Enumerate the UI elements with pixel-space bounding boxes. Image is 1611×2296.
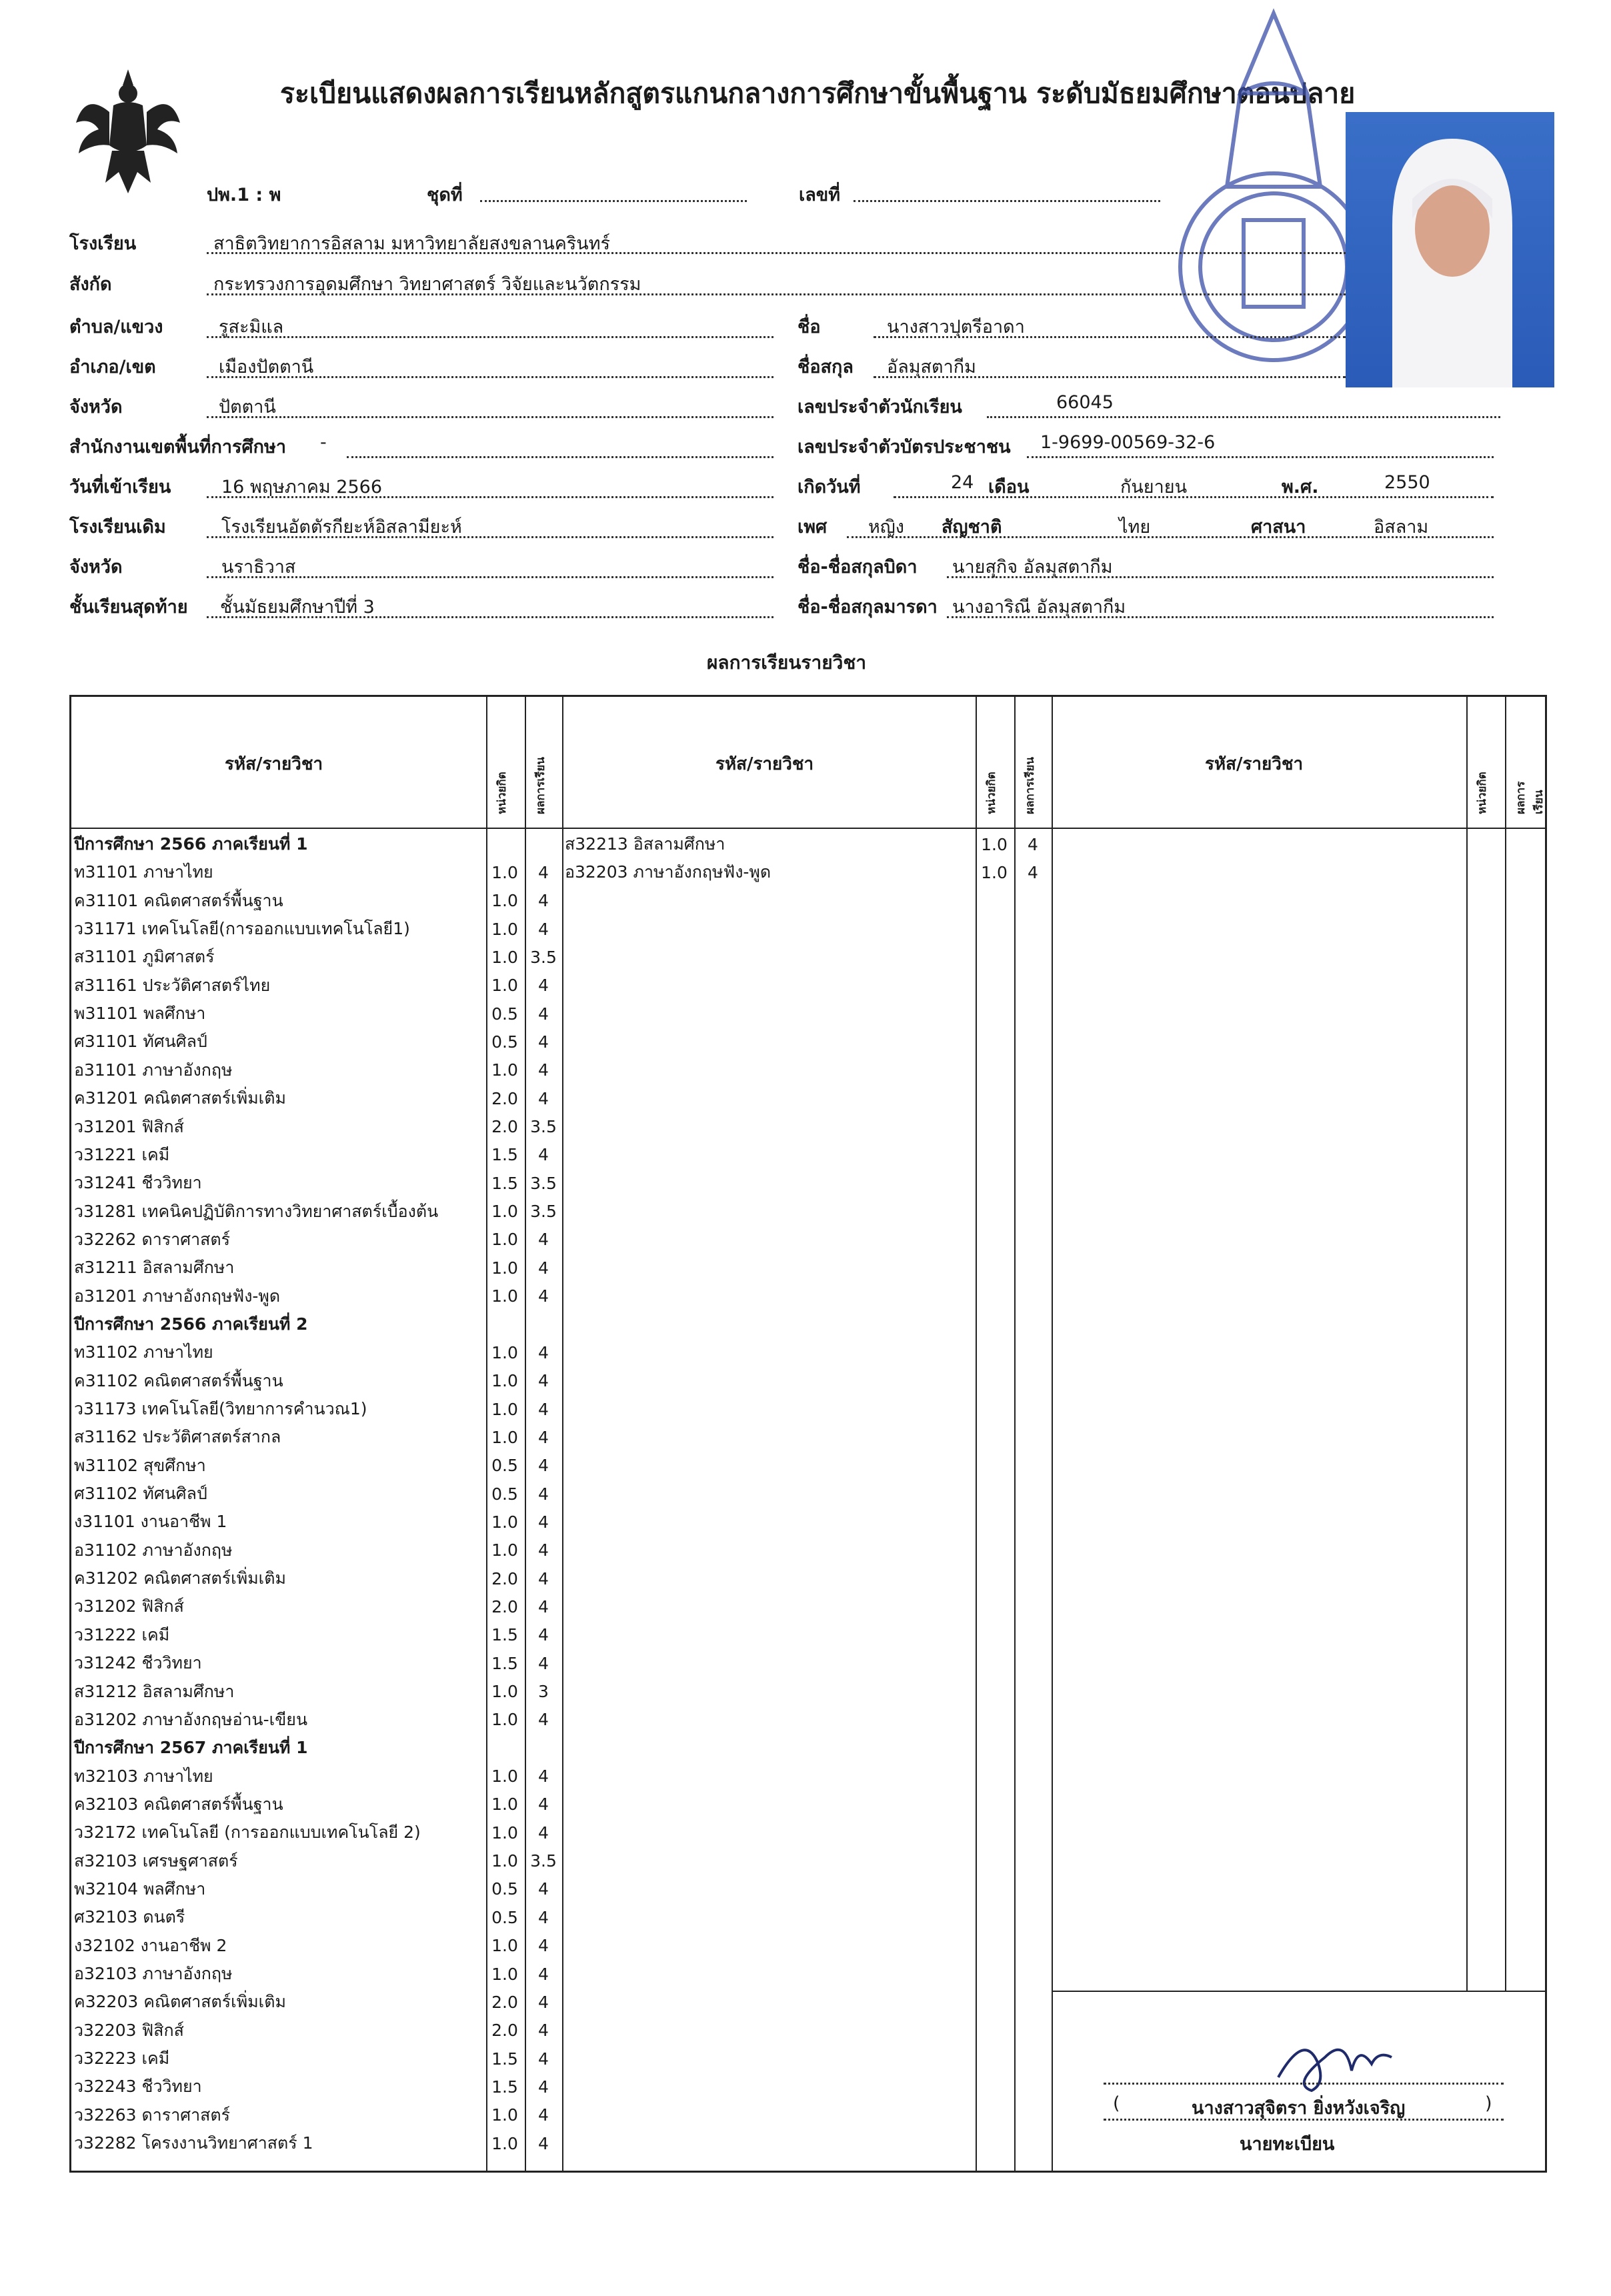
grade-value: 4 [538,1032,549,1052]
subject-name: ว31222 เคมี [74,1624,170,1644]
birth-day-label: เกิดวันที่ [797,477,861,497]
results-table [69,695,1547,2173]
number-dotted-line [854,200,1160,202]
subject-row [71,1847,1545,1875]
number-label: เลขที่ [799,185,841,205]
grade-value: 4 [538,1795,549,1815]
entry-date-value: 16 พฤษภาคม 2566 [221,477,382,497]
sex-dotted-line [847,536,1494,538]
prev-school-dotted-line [207,536,773,538]
mother-dotted-line [947,616,1494,618]
student-id-dotted-line [987,416,1500,418]
term-heading: ปีการศึกษา 2566 ภาคเรียนที่ 2 [74,1314,308,1334]
subject-row [71,858,1545,886]
subdistrict-label: ตำบล/แขวง [69,317,163,337]
set-label: ชุดที่ [427,185,463,205]
father-label: ชื่อ-ชื่อสกุลบิดา [797,557,918,578]
credits-value: 1.0 [981,834,1008,854]
grade-value: 3.5 [530,1173,557,1193]
subject-row [71,1028,1545,1056]
grade-value: 3.5 [530,947,557,967]
month-value: กันยายน [1120,477,1188,497]
subject-name: พ31102 สุขศึกษา [74,1455,206,1475]
credits-value: 2.0 [491,2021,518,2041]
grade-value: 4 [538,1767,549,1787]
grade-value: 4 [538,1596,549,1616]
subject-row [71,1395,1545,1423]
signature-close-paren: ) [1485,2093,1492,2114]
nationality-value: ไทย [1119,517,1151,537]
subject-name: ว32262 ดาราศาสตร์ [74,1229,231,1249]
subject-row [71,1452,1545,1480]
grade-value: 4 [538,1088,549,1108]
grade-value: 4 [538,1512,549,1532]
term-heading: ปีการศึกษา 2567 ภาคเรียนที่ 1 [74,1738,308,1758]
credits-value: 0.5 [491,1032,518,1052]
credits-value: 1.0 [491,1682,518,1701]
edu-area-dotted-line [347,456,773,458]
signature-open-paren: ( [1113,2093,1120,2114]
grade-value: 4 [538,2077,549,2097]
month-label: เดือน [988,477,1030,497]
subject-row [71,1592,1545,1620]
subject-name: ว31281 เทคนิคปฏิบัติการทางวิทยาศาสตร์เบื้องต้น [74,1201,439,1221]
col1-credits-header: หน่วยกิต [495,772,509,814]
citizen-id-dotted-line [1027,456,1494,458]
credits-value: 1.5 [491,1173,518,1193]
subject-name: ค32103 คณิตศาสตร์พื้นฐาน [74,1794,283,1814]
subject-name: ว32172 เทคโนโลยี (การออกแบบเทคโนโลยี 2) [74,1823,421,1843]
grade-value: 4 [538,1823,549,1843]
mother-value: นางอาริณี อัลมุสตากีม [952,597,1126,618]
credits-value: 2.0 [491,1596,518,1616]
subject-row [71,1706,1545,1734]
credits-value: 1.0 [491,1060,518,1080]
subject-row [71,1056,1545,1084]
affiliation-value: กระทรวงการอุดมศึกษา วิทยาศาสตร์ วิจัยและนวัตกรรม [213,274,641,295]
subject-row [71,1988,1545,2016]
name-dotted-line [874,336,1346,338]
grade-value: 3.5 [530,1202,557,1222]
subject-name: อ32203 ภาษาอังกฤษฟัง-พูด [565,862,771,882]
province-dotted-line [207,416,773,418]
grade-value: 4 [538,1427,549,1447]
credits-value: 2.0 [491,1088,518,1108]
prev-province-value: นราธิวาส [221,557,296,578]
subject-name: ค31101 คณิตศาสตร์พื้นฐาน [74,890,283,910]
name-value: นางสาวปุตรีอาดา [887,317,1025,337]
term-heading-row [71,1310,1545,1338]
col3-credits-header: หน่วยกิต [1476,772,1489,814]
credits-value: 1.0 [491,891,518,911]
subject-row [71,887,1545,915]
grade-value: 4 [538,1286,549,1306]
subject-name: พ32104 พลศึกษา [74,1879,206,1899]
grade-value: 4 [1028,862,1038,882]
grade-value: 4 [1028,834,1038,854]
surname-value: อัลมุสตากีม [887,357,976,377]
subdistrict-value: รูสะมิแล [219,317,284,337]
credits-value: 1.0 [491,1342,518,1362]
father-value: นายสุกิจ อัลมุสตากีม [952,557,1113,578]
subdistrict-dotted-line [207,336,773,338]
set-dotted-line [480,200,747,202]
surname-label: ชื่อสกุล [797,357,854,377]
grade-value: 4 [538,891,549,911]
credits-value: 1.0 [491,862,518,882]
subject-name: ค31102 คณิตศาสตร์พื้นฐาน [74,1370,283,1390]
col1-grade-header: ผลการเรียน [534,757,547,814]
subject-row [71,972,1545,1000]
year-value: 2550 [1384,472,1430,493]
school-label: โรงเรียน [69,233,137,254]
grade-value: 4 [538,1060,549,1080]
student-id-label: เลขประจำตัวนักเรียน [797,397,962,417]
document-title: ระเบียนแสดงผลการเรียนหลักสูตรแกนกลางการศึกษาขั้นพื้นฐาน ระดับมัธยมศึกษาตอนปลาย [280,77,1356,109]
credits-value: 1.5 [491,2077,518,2097]
subject-row [71,1141,1545,1169]
grade-value: 4 [538,2049,549,2069]
credits-value: 0.5 [491,1907,518,1927]
student-photo [1346,112,1554,387]
subject-name: ศ31101 ทัศนศิลป์ [74,1032,207,1052]
school-dotted-line [207,252,1346,254]
credits-value: 1.0 [491,1851,518,1871]
subject-name: ท31101 ภาษาไทย [74,862,213,882]
grade-value: 4 [538,1230,549,1250]
subject-name: ท31102 ภาษาไทย [74,1342,213,1362]
grade-value: 4 [538,919,549,939]
prev-province-dotted-line [207,576,773,578]
credits-value: 1.0 [491,1795,518,1815]
grade-value: 4 [538,1342,549,1362]
subject-row [71,1367,1545,1395]
subject-row [71,1254,1545,1282]
credits-value: 1.0 [491,1371,518,1391]
subject-row [71,1198,1545,1226]
last-grade-dotted-line [207,616,773,618]
credits-value: 1.0 [491,976,518,996]
edu-area-label: สำนักงานเขตพื้นที่การศึกษา [69,437,286,457]
grade-value: 4 [538,1371,549,1391]
subject-name: ส31101 ภูมิศาสตร์ [74,947,215,967]
credits-value: 1.0 [491,1964,518,1984]
subject-name: อ31201 ภาษาอังกฤษฟัง-พูด [74,1286,281,1306]
col3-subject-header: รหัส/รายวิชา [1205,754,1304,774]
subject-row [71,943,1545,971]
grade-value: 4 [538,1964,549,1984]
registrar-name: นางสาวสุจิตรา ยิ่งหวังเจริญ [1192,2098,1406,2119]
entry-date-label: วันที่เข้าเรียน [69,477,171,497]
subject-name: ว31241 ชีววิทยา [74,1173,202,1193]
subject-name: ว32203 ฟิสิกส์ [74,2020,184,2040]
subject-name: ส32103 เศรษฐศาสตร์ [74,1851,238,1871]
year-label: พ.ศ. [1282,477,1319,497]
signature-dotted-line [1104,2083,1504,2085]
province-value: ปัตตานี [219,397,276,417]
subject-row [71,1480,1545,1508]
subject-name: ส31161 ประวัติศาสตร์ไทย [74,975,271,995]
district-value: เมืองปัตตานี [219,357,314,377]
subject-row [71,1678,1545,1706]
grade-value: 4 [538,1456,549,1476]
nationality-label: สัญชาติ [942,517,1002,537]
credits-value: 1.5 [491,2049,518,2069]
subject-name: ค32203 คณิตศาสตร์เพิ่มเติม [74,1992,286,2012]
subject-name: อ32103 ภาษาอังกฤษ [74,1964,233,1983]
grade-value: 4 [538,1653,549,1673]
subject-row [71,1564,1545,1592]
grade-value: 3.5 [530,1851,557,1871]
subject-name: อ31101 ภาษาอังกฤษ [74,1060,233,1080]
credits-value: 1.0 [491,1230,518,1250]
credits-value: 1.0 [491,1936,518,1956]
credits-value: 1.0 [981,862,1008,882]
credits-value: 0.5 [491,1879,518,1899]
subject-row [71,830,1545,858]
grade-value: 3 [538,1682,549,1701]
credits-value: 1.0 [491,1767,518,1787]
credits-value: 0.5 [491,1004,518,1024]
grade-value: 4 [538,2021,549,2041]
subject-name: ว32263 ดาราศาสตร์ [74,2105,231,2125]
subject-row [71,1649,1545,1677]
grade-value: 4 [538,2105,549,2125]
credits-value: 1.0 [491,947,518,967]
subject-name: ท32103 ภาษาไทย [74,1766,213,1786]
subject-name: ง31101 งานอาชีพ 1 [74,1512,227,1532]
subject-row [71,1621,1545,1649]
subject-name: ว32282 โครงงานวิทยาศาสตร์ 1 [74,2133,313,2153]
birth-dotted-line [894,496,1494,498]
credits-value: 0.5 [491,1456,518,1476]
name-label: ชื่อ [797,317,821,337]
school-value: สาธิตวิทยาการอิสลาม มหาวิทยาลัยสงขลานครินทร์ [213,233,611,254]
credits-value: 1.0 [491,2133,518,2153]
grade-value: 4 [538,1879,549,1899]
credits-value: 2.0 [491,1117,518,1136]
credits-value: 1.5 [491,1625,518,1645]
mother-label: ชื่อ-ชื่อสกุลมารดา [797,597,938,618]
subject-name: พ31101 พลศึกษา [74,1004,206,1024]
district-dotted-line [207,376,773,378]
credits-value: 1.0 [491,1512,518,1532]
signature-name-dotted-line [1104,2119,1504,2121]
subject-name: ว32223 เคมี [74,2049,170,2069]
col1-subject-header: รหัส/รายวิชา [225,754,323,774]
credits-value: 1.0 [491,1427,518,1447]
credits-value: 1.0 [491,919,518,939]
birth-day-value: 24 [951,472,974,493]
student-id-value: 66045 [1056,392,1114,413]
credits-value: 1.0 [491,1399,518,1419]
religion-label: ศาสนา [1251,517,1306,537]
subject-name: ศ32103 ดนตรี [74,1907,185,1927]
registrar-signature [1265,2017,1405,2097]
subject-row [71,1791,1545,1819]
credits-value: 2.0 [491,1568,518,1588]
grade-value: 4 [538,1399,549,1419]
subject-row [71,1226,1545,1254]
subject-row [71,1282,1545,1310]
results-section-title: ผลการเรียนรายวิชา [707,652,867,674]
surname-dotted-line [874,376,1346,378]
subject-row [71,1169,1545,1197]
citizen-id-label: เลขประจำตัวบัตรประชาชน [797,437,1011,457]
subject-row [71,1932,1545,1960]
header-divider [71,828,1545,829]
grade-value: 4 [538,1625,549,1645]
term-heading: ปีการศึกษา 2566 ภาคเรียนที่ 1 [74,834,308,854]
subject-row [71,1960,1545,1988]
grade-value: 4 [538,1540,549,1560]
subject-name: ค31202 คณิตศาสตร์เพิ่มเติม [74,1568,286,1588]
grade-value: 4 [538,1145,549,1165]
grade-value: 4 [538,1484,549,1504]
grade-value: 4 [538,1992,549,2012]
subject-name: ว31202 ฟิสิกส์ [74,1596,184,1616]
subject-row [71,1903,1545,1931]
term-heading-row [71,1734,1545,1762]
subject-name: ว31201 ฟิสิกส์ [74,1116,184,1136]
subject-name: ส31162 ประวัติศาสตร์สากล [74,1427,281,1447]
subject-name: ส31212 อิสลามศึกษา [74,1681,235,1701]
col3-grade-header: ผลการเรียน [1514,781,1546,814]
subject-row [71,1084,1545,1112]
affiliation-dotted-line [207,293,1346,295]
credits-value: 1.0 [491,2105,518,2125]
credits-value: 2.0 [491,1992,518,2012]
grade-value: 4 [538,2133,549,2153]
subject-row [71,1508,1545,1536]
subject-row [71,1819,1545,1847]
subject-name: ส32213 อิสลามศึกษา [565,834,725,854]
subject-name: ว31242 ชีววิทยา [74,1653,202,1673]
grade-value: 4 [538,1258,549,1278]
subject-name: ค31201 คณิตศาสตร์เพิ่มเติม [74,1088,286,1108]
grade-value: 4 [538,1936,549,1956]
citizen-id-value: 1-9699-00569-32-6 [1040,432,1216,453]
credits-value: 1.0 [491,1823,518,1843]
subject-name: อ31202 ภาษาอังกฤษอ่าน-เขียน [74,1709,308,1729]
col2-credits-header: หน่วยกิต [985,772,998,814]
sex-value: หญิง [868,517,904,537]
province-label: จังหวัด [69,397,123,417]
prev-province-label: จังหวัด [69,557,123,578]
subject-row [71,1000,1545,1028]
affiliation-label: สังกัด [69,274,112,295]
subject-name: ศ31102 ทัศนศิลป์ [74,1484,207,1504]
subject-row [71,1338,1545,1366]
subject-row [71,915,1545,943]
subject-name: อ31102 ภาษาอังกฤษ [74,1540,233,1560]
edu-area-value: - [320,432,327,453]
subject-name: ง32102 งานอาชีพ 2 [74,1935,227,1955]
district-label: อำเภอ/เขต [69,357,156,377]
credits-value: 1.0 [491,1540,518,1560]
subject-row [71,1113,1545,1141]
grade-value: 3.5 [530,1117,557,1136]
subject-name: ว31171 เทคโนโลยี(การออกแบบเทคโนโลยี1) [74,919,410,939]
grade-value: 4 [538,976,549,996]
credits-value: 0.5 [491,1484,518,1504]
subject-name: ว31221 เคมี [74,1144,170,1164]
prev-school-value: โรงเรียนอัตตัรกียะห์อิสลามียะห์ [221,517,462,537]
garuda-emblem-icon [72,65,184,197]
entry-date-dotted-line [207,496,773,498]
subject-row [71,1875,1545,1903]
subject-name: ว32243 ชีววิทยา [74,2077,202,2097]
form-code: ปพ.1 : พ [207,185,281,205]
credits-value: 1.5 [491,1653,518,1673]
religion-value: อิสลาม [1374,517,1429,537]
sex-label: เพศ [797,517,828,537]
col2-subject-header: รหัส/รายวิชา [715,754,814,774]
subject-row [71,1423,1545,1451]
subject-row [71,1536,1545,1564]
grade-value: 4 [538,1907,549,1927]
grade-value: 4 [538,1710,549,1730]
grade-value: 4 [538,862,549,882]
grade-value: 4 [538,1568,549,1588]
father-dotted-line [947,576,1494,578]
grade-value: 4 [538,1004,549,1024]
credits-value: 1.0 [491,1710,518,1730]
prev-school-label: โรงเรียนเดิม [69,517,166,537]
credits-value: 1.0 [491,1286,518,1306]
credits-value: 1.0 [491,1202,518,1222]
col2-grade-header: ผลการเรียน [1024,757,1037,814]
registrar-position: นายทะเบียน [1240,2134,1335,2155]
subject-name: ส31211 อิสลามศึกษา [74,1258,235,1278]
last-grade-value: ชั้นมัธยมศึกษาปีที่ 3 [220,597,375,618]
credits-value: 1.0 [491,1258,518,1278]
subject-name: ว31173 เทคโนโลยี(วิทยาการคำนวณ1) [74,1399,367,1418]
last-grade-label: ชั้นเรียนสุดท้าย [69,597,188,618]
credits-value: 1.5 [491,1145,518,1165]
subject-row [71,1763,1545,1791]
